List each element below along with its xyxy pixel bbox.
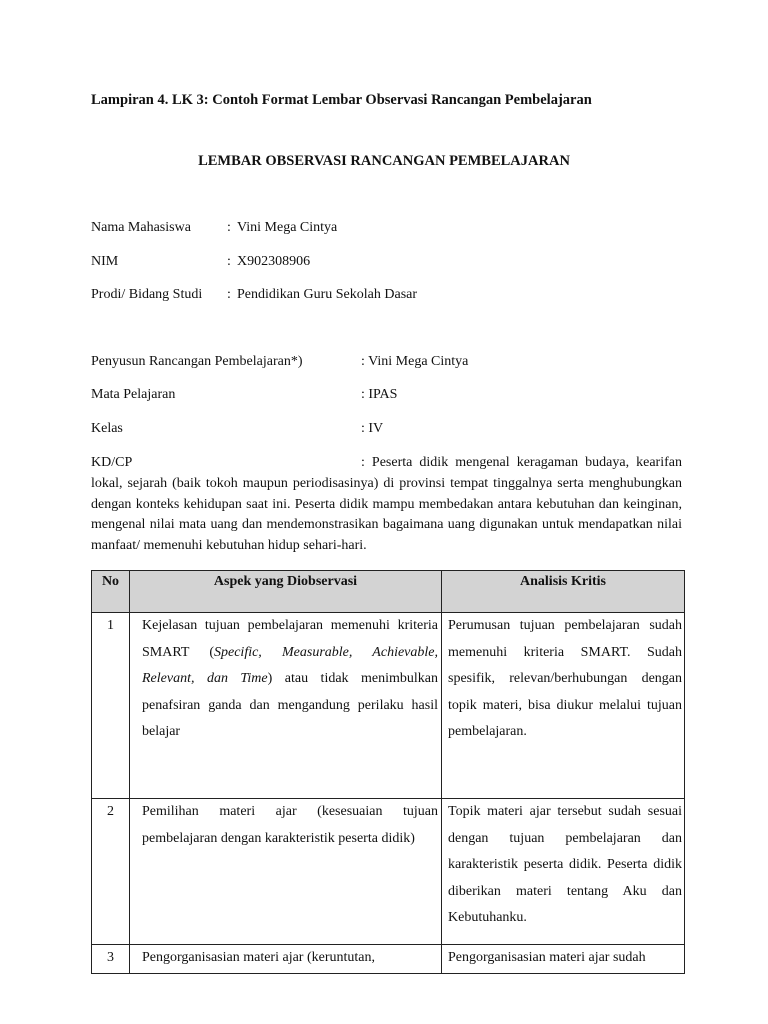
row-number: 3: [92, 945, 130, 974]
row-aspect: [130, 945, 442, 974]
header-aspect: Aspek yang Diobservasi: [130, 571, 442, 613]
row-aspect: [130, 613, 442, 799]
student-name-separator: :: [227, 220, 231, 235]
header-no: No: [92, 571, 130, 613]
row-analysis: Perumusan tujuan pembelajaran sudah memenuhi kriteria SMART. Sudah spesifik, relevan/berhubungan dengan topik materi, bisa diukur melalui tujuan pembelajaran.: [442, 613, 685, 799]
class-value: : IV: [361, 421, 384, 436]
subject-value: : IPAS: [361, 387, 398, 402]
row-analysis: [442, 945, 685, 974]
student-name-value: Vini Mega Cintya: [237, 220, 338, 235]
observation-table: [91, 570, 685, 974]
header-analysis: Analisis Kritis: [442, 571, 685, 613]
class-label: Kelas: [91, 421, 123, 436]
row-analysis: Topik materi ajar tersebut sudah sesuai dengan tujuan pembelajaran dan karakteristik peserta didik. Peserta didik diberikan materi tentang Aku dan Kebutuhanku.: [442, 799, 685, 945]
prodi-separator: :: [227, 287, 231, 302]
table-row: [92, 613, 685, 799]
author-value: : Vini Mega Cintya: [361, 354, 469, 369]
kd-cp-label: KD/CP: [91, 455, 133, 470]
row-aspect: Pemilihan materi ajar (kesesuaian tujuan pembelajaran dengan karakteristik peserta didik): [130, 799, 442, 945]
kd-cp-paragraph: [91, 453, 682, 557]
author-label: Penyusun Rancangan Pembelajaran*): [91, 354, 303, 369]
table-row: [92, 799, 685, 945]
analysis-text: Pengorganisasian materi ajar sudah: [448, 950, 646, 965]
nim-label: NIM: [91, 254, 119, 269]
prodi-value: Pendidikan Guru Sekolah Dasar: [237, 287, 418, 302]
prodi-label: Prodi/ Bidang Studi: [91, 287, 203, 302]
document-title: LEMBAR OBSERVASI RANCANGAN PEMBELAJARAN: [198, 153, 570, 169]
aspect-text: Pengorganisasian materi ajar (keruntutan,: [142, 950, 375, 965]
aspect-text-end: ) atau tidak menimbulkan penafsiran ganda dan mengandung perilaku hasil belajar: [142, 671, 438, 739]
nim-value: X902308906: [237, 254, 311, 269]
subject-label: Mata Pelajaran: [91, 387, 176, 402]
row-number: 2: [92, 799, 130, 945]
student-name-label: Nama Mahasiswa: [91, 220, 191, 235]
table-header-row: [92, 571, 685, 613]
table-row: [92, 945, 685, 974]
aspect-italic-text: Specific, Measurable, Achievable, Relevant, dan Time: [142, 644, 438, 686]
aspect-text: Kejelasan tujuan pembelajaran memenuhi kriteria SMART (: [142, 618, 438, 660]
appendix-caption: Lampiran 4. LK 3: Contoh Format Lembar Observasi Rancangan Pembelajaran: [91, 92, 592, 108]
kd-cp-value: : Peserta didik mengenal keragaman budaya, kearifan lokal, sejarah (baik tokoh maupun periodisasinya) di provinsi tempat tinggalnya serta menghubungkan dengan konteks kehidupan saat ini. Peserta didik mampu membedakan antara kebutuhan dan keinginan, mengenal nilai mata uang dan mendemonstrasikan bagaimana uang digunakan untuk mendapatkan nilai manfaat/ memenuhi kebutuhan hidup sehari-hari.: [91, 455, 682, 554]
row-number: 1: [92, 613, 130, 799]
nim-separator: :: [227, 254, 231, 269]
